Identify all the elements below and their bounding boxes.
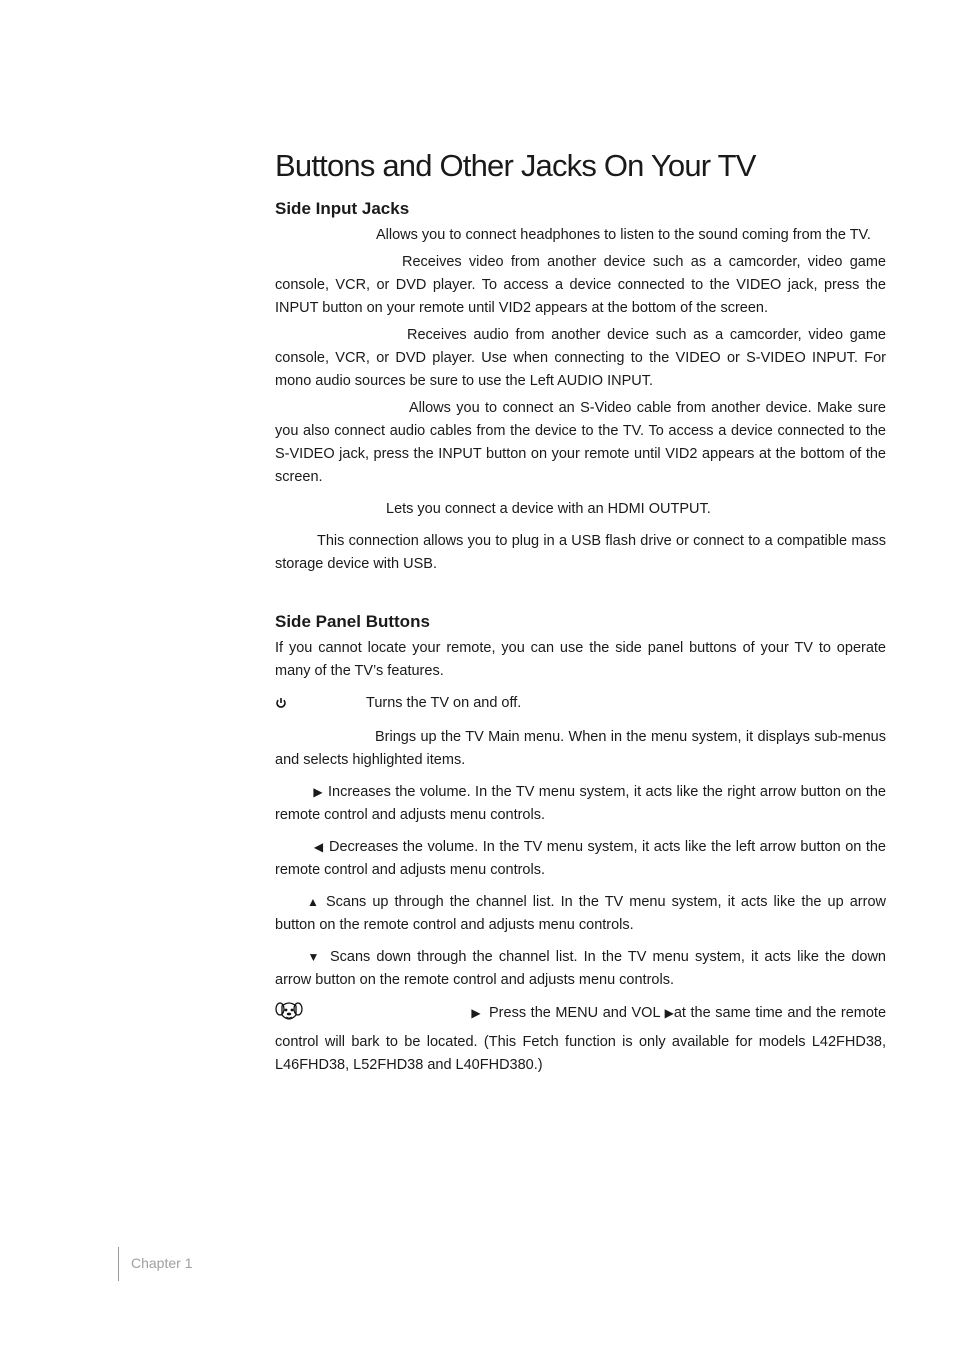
right-arrow-icon: ▶ — [313, 785, 323, 799]
side-input-jacks-heading: Side Input Jacks — [275, 199, 410, 218]
right-arrow-icon: ▶ — [471, 1006, 481, 1020]
video-description: Receives video from another device such as a camcorder, video game console, VCR, or DVD player. To access a device connected to the VIDEO jack, press the INPUT button on your remote until VID2 appears at the bottom of the screen. — [275, 254, 886, 316]
side-panel-buttons-heading: Side Panel Buttons — [275, 612, 430, 631]
hdmi-description: Lets you connect a device with an HDMI OUTPUT. — [386, 501, 711, 517]
power-description: Turns the TV on and off. — [275, 692, 886, 717]
page-content — [275, 146, 886, 1086]
power-icon — [275, 694, 287, 717]
usb-description: This connection allows you to plug in a USB flash drive or connect to a compatible mass storage device with USB. — [275, 533, 886, 572]
vol-down-description: ◀ Decreases the volume. In the TV menu system, it acts like the left arrow button on the remote control and adjusts menu controls. — [275, 836, 886, 882]
ch-up-description: ▲ Scans up through the channel list. In the TV menu system, it acts like the up arrow button on the remote control and adjusts menu controls. — [275, 891, 886, 937]
ch-down-description: ▼ Scans down through the channel list. In the TV menu system, it acts like the down arrow button on the remote control and adjusts menu controls. — [275, 946, 886, 992]
menu-description: Brings up the TV Main menu. When in the menu system, it displays sub-menus and selects highlighted items. — [275, 729, 886, 768]
fetch-description: ▶ Press the MENU and VOL ▶at the same time and the remote control will bark to be located. (This Fetch function is only available for models L42FHD38, L46FHD38, L52FHD38 and L40FHD380.) — [275, 1001, 886, 1077]
svideo-description: Allows you to connect an S-Video cable from another device. Make sure you also connect audio cables from the device to the TV. To access a device connected to the S-VIDEO jack, press the INPUT button on your remote until VID2 appears at the bottom of the screen. — [275, 400, 886, 485]
left-arrow-icon: ◀ — [313, 840, 324, 854]
up-arrow-icon: ▲ — [307, 895, 319, 909]
vol-up-description: ▶ Increases the volume. In the TV menu system, it acts like the right arrow button on the remote control and adjusts menu controls. — [275, 781, 886, 827]
down-arrow-icon: ▼ — [307, 950, 320, 964]
audio-description: Receives audio from another device such as a camcorder, video game console, VCR, or DVD player. Use when connecting to the VIDEO or S-VIDEO INPUT. For mono audio sources be sure to use the Left AUDIO INPUT. — [275, 327, 886, 389]
page-footer: Chapter 1 — [118, 1247, 192, 1281]
dog-icon — [275, 1001, 303, 1031]
headphones-description: Allows you to connect headphones to listen to the sound coming from the TV. — [376, 227, 871, 243]
side-panel-intro: If you cannot locate your remote, you can use the side panel buttons of your TV to operate many of the TV’s features. — [275, 640, 886, 679]
page-title: Buttons and Other Jacks On Your TV — [275, 148, 756, 183]
right-arrow-icon: ▶ — [664, 1006, 674, 1020]
